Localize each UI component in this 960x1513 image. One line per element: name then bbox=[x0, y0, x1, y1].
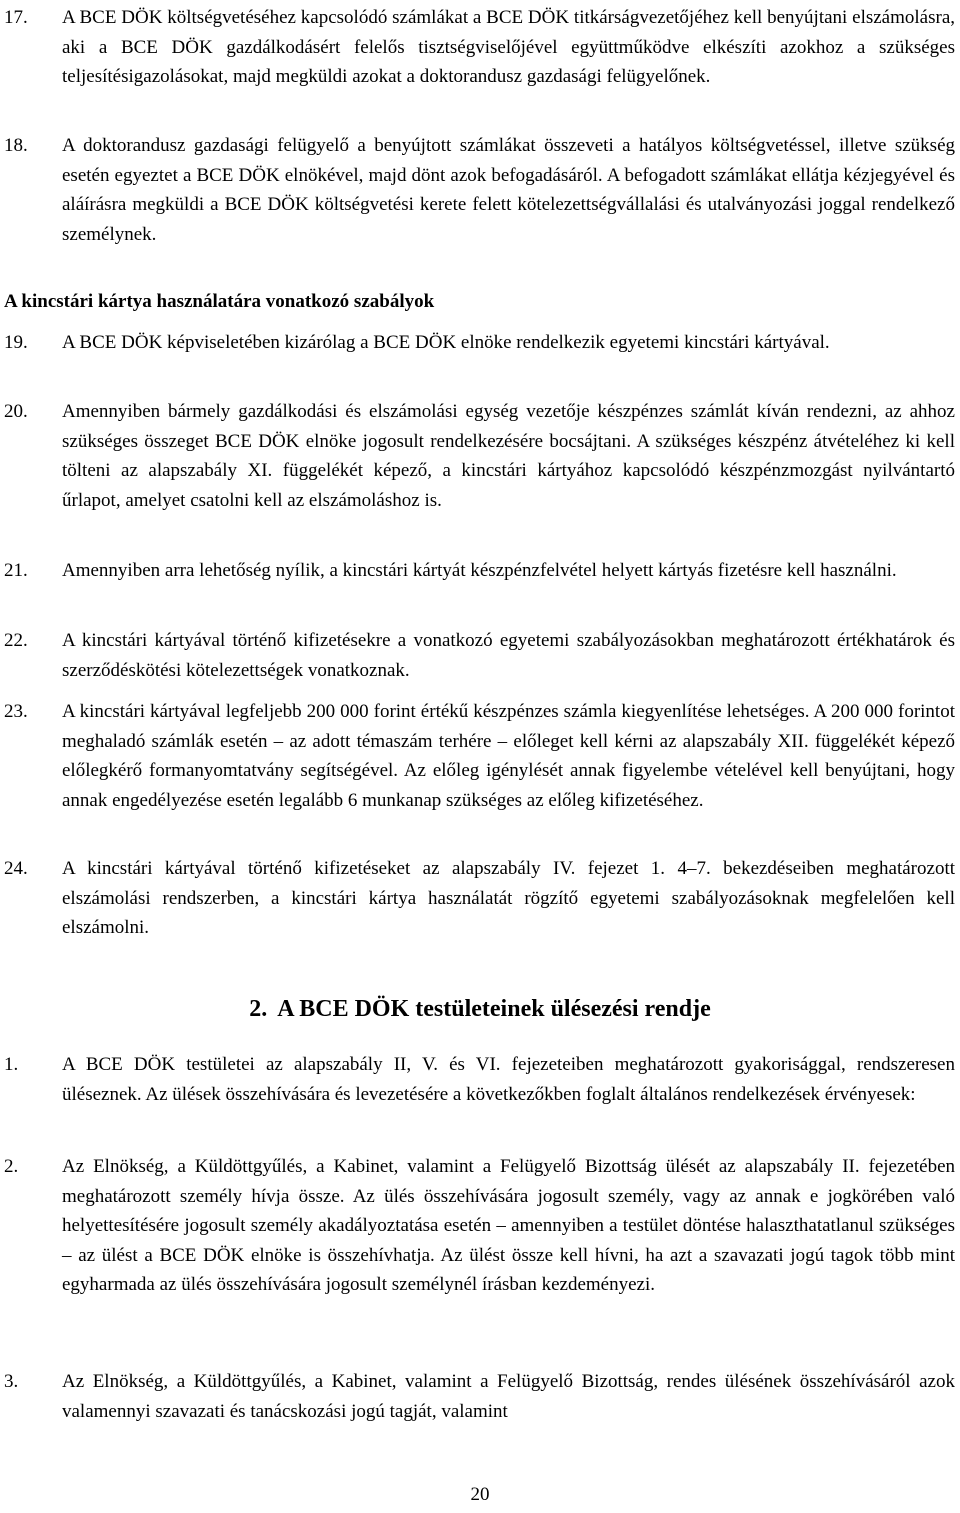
item-number: 19. bbox=[4, 332, 28, 353]
item-text: Az Elnökség, a Küldöttgyűlés, a Kabinet, valamint a Felügyelő Bizottság, rendes ülésének összehívásáról azok valamennyi szavazati és tanácskozási jogú tagját, valamint bbox=[62, 1371, 955, 1422]
item-text: A BCE DÖK testületei az alapszabály II, V. és VI. fejezeteiben meghatározott gyakorisággal, rendszeresen üléseznek. Az ülések összehívására és levezetésére a következőkben foglalt általános rendelkezések érvényesek: bbox=[62, 1054, 955, 1105]
list-item bbox=[0, 397, 955, 515]
list-item bbox=[0, 1050, 955, 1109]
item-number: 24. bbox=[4, 858, 28, 879]
section-title bbox=[0, 993, 960, 1025]
item-text: A kincstári kártyával legfeljebb 200 000 forint értékű készpénzes számla kiegyenlítése lehetséges. A 200 000 forintot meghaladó számlák esetén – az adott témaszám terhére – előleget kell kérni az alapszabály XII. függelékét képező előlegkérő formanyomtatvány segítségével. Az előleg igénylését annak figyelembe vételével kell benyújtani, hogy annak engedélyezése esetén legalább 6 munkanap szükséges az előleg kifizetéséhez. bbox=[62, 701, 955, 811]
item-number: 18. bbox=[4, 135, 28, 156]
list-item bbox=[0, 697, 955, 815]
item-number: 22. bbox=[4, 630, 28, 651]
item-text: A doktorandusz gazdasági felügyelő a benyújtott számlákat összeveti a hatályos költségvetéssel, illetve szükség esetén egyeztet a BCE DÖK elnökével, majd dönt azok befogadásáról. A befogadott számlákat ellátja kézjegyével és aláírásra megküldi a BCE DÖK költségvetési kerete felett kötelezettségvállalási és utalványozási joggal rendelkező személynek. bbox=[62, 135, 955, 245]
item-number: 20. bbox=[4, 401, 28, 422]
item-text: A kincstári kártyával történő kifizetésekre a vonatkozó egyetemi szabályozásokban meghatározott értékhatárok és szerződéskötési kötelezettségek vonatkoznak. bbox=[62, 630, 955, 681]
item-text: A BCE DÖK képviseletében kizárólag a BCE DÖK elnöke rendelkezik egyetemi kincstári kártyával. bbox=[62, 332, 830, 353]
item-text: Amennyiben arra lehetőség nyílik, a kincstári kártyát készpénzfelvétel helyett kártyás fizetésre kell használni. bbox=[62, 560, 897, 581]
list-item bbox=[0, 556, 955, 586]
item-text: Az Elnökség, a Küldöttgyűlés, a Kabinet, valamint a Felügyelő Bizottság ülését az alapszabály II. fejezetében meghatározott személy hívja össze. Az ülés összehívására jogosult személy, vagy az annak e jogkörében való helyettesítésére jogosult személy akadályoztatása esetén – amennyiben a testület döntése halaszthatatlanul szükséges – az ülést a BCE DÖK elnöke is összehívhatja. Az ülést össze kell hívni, ha azt a szavazati jogú tagok több mint egyharmada az ülés összehívására jogosult személynél írásban kezdeményezi. bbox=[62, 1156, 955, 1296]
item-number: 2. bbox=[4, 1156, 19, 1177]
list-item bbox=[0, 1152, 955, 1300]
item-number: 17. bbox=[4, 7, 28, 28]
page-number: 20 bbox=[470, 1484, 490, 1505]
item-text: Amennyiben bármely gazdálkodási és elszámolási egység vezetője készpénzes számlát kíván rendezni, az ahhoz szükséges összeget BCE DÖK elnöke jogosult rendelkezésére bocsájtani. A szükséges készpénz átvételéhez ki kell tölteni az alapszabály XI. függelékét képező, a kincstári kártyához kapcsolódó készpénzmozgást nyilvántartó űrlapot, amelyet csatolni kell az elszámoláshoz is. bbox=[62, 401, 955, 511]
item-number: 21. bbox=[4, 560, 28, 581]
item-text: A kincstári kártyával történő kifizetéseket az alapszabály IV. fejezet 1. 4–7. bekezdéseiben meghatározott elszámolási rendszerben, a kincstári kártya használatát rögzítő egyetemi szabályozásoknak megfelelően kell elszámolni. bbox=[62, 858, 955, 939]
item-text: A BCE DÖK költségvetéséhez kapcsolódó számlákat a BCE DÖK titkárságvezetőjéhez kell benyújtani elszámolásra, aki a BCE DÖK gazdálkodásért felelős tisztségviselőjével együttműködve elkészíti azokhoz a szükséges teljesítésigazolásokat, majd megküldi azokat a doktorandusz gazdasági felügyelőnek. bbox=[62, 7, 955, 88]
item-number: 1. bbox=[4, 1054, 19, 1075]
list-item bbox=[0, 328, 955, 358]
item-number: 3. bbox=[4, 1371, 19, 1392]
list-item bbox=[0, 626, 955, 685]
list-item bbox=[0, 1367, 955, 1426]
list-item bbox=[0, 854, 955, 943]
list-item bbox=[0, 3, 955, 92]
section-number: 2. bbox=[249, 996, 268, 1022]
list-item bbox=[0, 131, 955, 249]
section-title-text: A BCE DÖK testületeinek ülésezési rendje bbox=[277, 996, 711, 1022]
subheading: A kincstári kártya használatára vonatkozó szabályok bbox=[4, 291, 435, 312]
item-number: 23. bbox=[4, 701, 28, 722]
